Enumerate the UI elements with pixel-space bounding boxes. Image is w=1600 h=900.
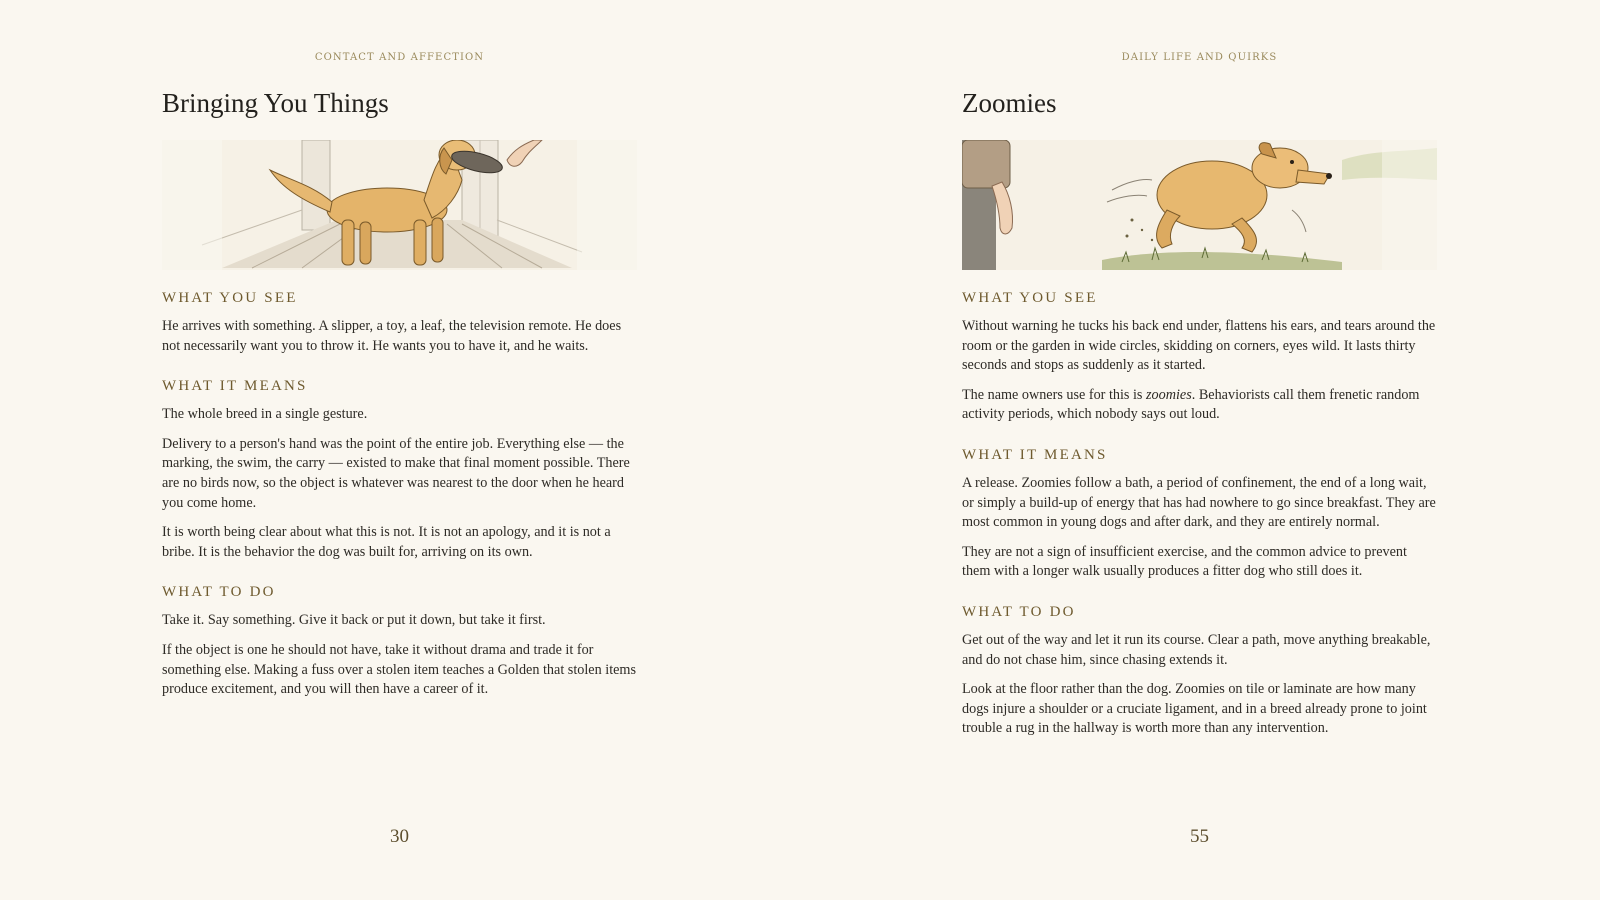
body-paragraph: The whole breed in a single gesture. xyxy=(162,406,368,423)
body-paragraph: They are not a sign of insufficient exercise, and the common advice to prevent them with a longer walk usually produces a fitter dog who still does it. xyxy=(962,543,1407,580)
body-text: . Behaviorists call them frenetic random activity periods, which nobody says out loud. xyxy=(962,386,1420,423)
page-number: 55 xyxy=(1190,826,1209,847)
page-title: Zoomies xyxy=(962,88,1057,118)
emphasized-term: zoomies xyxy=(1146,386,1192,403)
body-paragraph: He arrives with something. A slipper, a toy, a leaf, the television remote. He does not necessarily want you to throw it. He wants you to have it, and he waits. xyxy=(162,318,622,354)
body-paragraph: Without warning he tucks his back end under, flattens his ears, and tears around the room or the garden in wide circles, skidding on corners, eyes wild. It lasts thirty seconds and stops as suddenly as it started. xyxy=(962,318,1436,374)
page-content xyxy=(962,88,1437,749)
body-paragraph: Get out of the way and let it run its course. Clear a path, move anything breakable, and do not chase him, since chasing extends it. xyxy=(962,631,1431,668)
body-text: The name owners use for this is xyxy=(962,386,1147,403)
right-page xyxy=(800,0,1600,900)
page-content xyxy=(162,88,637,710)
section-heading: WHAT TO DO xyxy=(162,584,276,601)
running-head: CONTACT AND AFFECTION xyxy=(314,52,485,63)
body-paragraph xyxy=(962,386,1437,425)
running-head: DAILY LIFE AND QUIRKS xyxy=(1121,52,1278,63)
section-heading: WHAT IT MEANS xyxy=(962,446,1108,463)
body-paragraph: Delivery to a person's hand was the point of the entire job. Everything else — the marking, the swim, the carry — existed to make that final moment possible. There are no birds now, so the object is whatever was nearest to the door when he heard you come home. xyxy=(162,435,630,511)
dog-zoomies-illustration xyxy=(962,140,1437,270)
section-heading: WHAT YOU SEE xyxy=(162,290,298,306)
section-heading: WHAT YOU SEE xyxy=(962,290,1098,306)
body-paragraph: Take it. Say something. Give it back or put it down, but take it first. xyxy=(162,612,546,629)
section-heading: WHAT IT MEANS xyxy=(162,378,308,395)
section-heading: WHAT TO DO xyxy=(962,603,1076,620)
body-paragraph: A release. Zoomies follow a bath, a period of confinement, the end of a long wait, or simply a build-up of energy that has had nowhere to go since breakfast. They are most common in young dogs and after dark, and they are entirely normal. xyxy=(962,474,1436,531)
body-paragraph: If the object is one he should not have, take it without drama and trade it for something else. Making a fuss over a stolen item teaches a Golden that stolen items produce excitement, and you will then have a career of it. xyxy=(162,641,636,698)
dog-with-slipper-illustration xyxy=(162,140,637,270)
page-number: 30 xyxy=(390,826,409,847)
page-title: Bringing You Things xyxy=(162,88,389,118)
body-paragraph: It is worth being clear about what this is not. It is not an apology, and it is not a bribe. It is the behavior the dog was built for, arriving on its own. xyxy=(162,524,611,560)
body-paragraph: Look at the floor rather than the dog. Zoomies on tile or laminate are how many dogs injure a shoulder or a cruciate ligament, and in a breed already prone to joint trouble a rug in the hallway is worth more than any intervention. xyxy=(962,681,1427,737)
